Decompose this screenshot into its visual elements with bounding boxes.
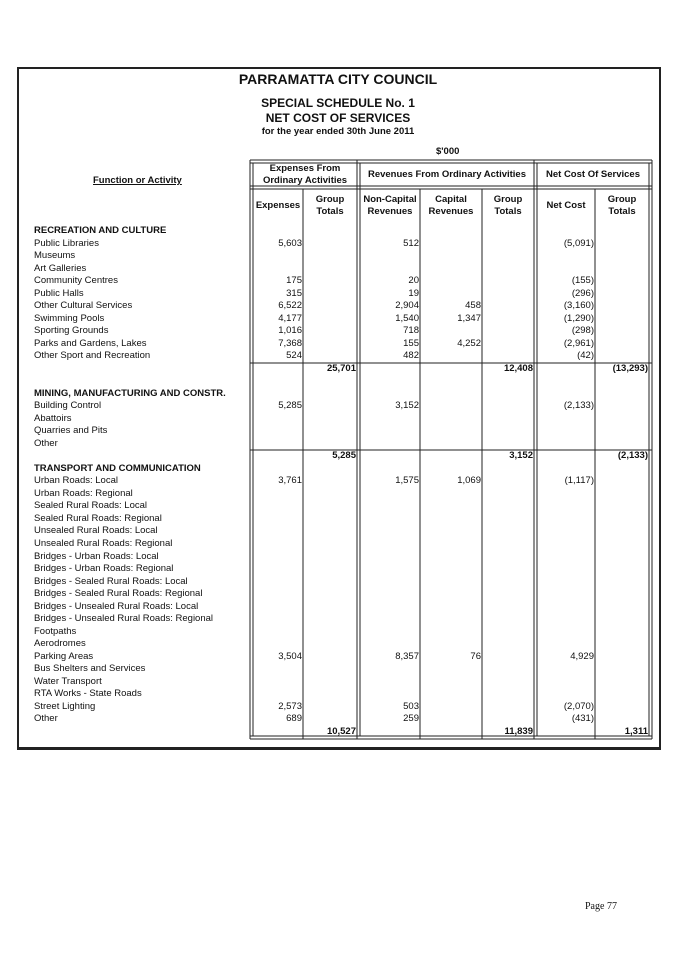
expenses-cell: 3,761 (278, 475, 302, 486)
row-label: Bridges - Unsealed Rural Roads: Local (34, 601, 199, 612)
capital-revenues-header: Capital Revenues (428, 194, 474, 217)
row-label: Street Lighting (34, 701, 96, 712)
row-label: Swimming Pools (34, 313, 105, 324)
page-number: Page 77 (585, 901, 617, 912)
net-cost-cell: (3,160) (563, 300, 594, 311)
net-cost-cell: (2,133) (563, 400, 594, 411)
row-label: Other Cultural Services (34, 300, 133, 311)
section-heading: MINING, MANUFACTURING AND CONSTR. (34, 388, 226, 399)
non-capital-revenue-cell: 1,540 (395, 313, 419, 324)
row-label: Unsealed Rural Roads: Local (34, 525, 158, 536)
expenses-column-header: Expenses (255, 200, 301, 211)
council-title: PARRAMATTA CITY COUNCIL (238, 71, 438, 87)
revenues-group-total-cell: 11,839 (504, 726, 533, 737)
row-label: Sealed Rural Roads: Regional (34, 513, 162, 524)
schedule-subtitle: NET COST OF SERVICES (265, 111, 411, 125)
revenues-group-totals-header: Group Totals (493, 194, 523, 217)
non-capital-revenue-cell: 718 (403, 325, 419, 336)
row-label: Bridges - Urban Roads: Local (34, 551, 159, 562)
net-cost-cell: (1,290) (563, 313, 594, 324)
non-capital-revenue-cell: 155 (403, 338, 419, 349)
expenses-group-total-cell: 25,701 (326, 363, 356, 374)
net-group-total-cell: 1,311 (624, 726, 648, 737)
expenses-cell: 1,016 (278, 325, 302, 336)
net-group-total-cell: (2,133) (617, 450, 648, 461)
row-label: Parks and Gardens, Lakes (34, 338, 147, 349)
revenues-group-total-cell: 12,408 (503, 363, 533, 374)
non-capital-revenue-cell: 259 (403, 713, 419, 724)
net-cost-cell: (5,091) (563, 238, 594, 249)
row-label: Bridges - Urban Roads: Regional (34, 563, 174, 574)
capital-revenue-cell: 4,252 (457, 338, 481, 349)
capital-revenue-cell: 1,347 (457, 313, 481, 324)
expenses-cell: 524 (286, 350, 302, 361)
row-label: RTA Works - State Roads (34, 688, 142, 699)
expenses-group-total-cell: 5,285 (332, 450, 356, 461)
expenses-cell: 5,285 (278, 400, 302, 411)
expenses-group-totals-header: Group Totals (315, 194, 345, 217)
row-label: Bus Shelters and Services (34, 663, 146, 674)
capital-revenue-cell: 76 (470, 651, 481, 662)
expenses-cell: 5,603 (278, 238, 302, 249)
expenses-cell: 2,573 (278, 701, 302, 712)
expenses-cell: 6,522 (278, 300, 302, 311)
net-group-total-cell: (13,293) (612, 363, 648, 374)
expenses-cell: 3,504 (278, 651, 302, 662)
row-label: Footpaths (34, 626, 77, 637)
row-label: Sealed Rural Roads: Local (34, 500, 148, 511)
non-capital-revenue-cell: 8,357 (395, 651, 419, 662)
row-label: Museums (34, 250, 76, 261)
row-label: Water Transport (34, 676, 102, 687)
net-cost-cell: (42) (577, 350, 594, 361)
net-cost-cell: 4,929 (570, 651, 594, 662)
net-cost-group-header: Net Cost Of Services (546, 168, 640, 180)
row-label: Urban Roads: Local (34, 475, 118, 486)
function-column-header: Function or Activity (93, 175, 182, 186)
net-cost-cell: (431) (571, 713, 594, 724)
row-label: Bridges - Unsealed Rural Roads: Regional (34, 613, 214, 624)
row-label: Bridges - Sealed Rural Roads: Regional (34, 588, 203, 599)
period-caption: for the year ended 30th June 2011 (261, 126, 415, 137)
net-cost-cell: (298) (571, 325, 594, 336)
row-label: Public Halls (34, 288, 84, 299)
row-label: Aerodromes (34, 638, 86, 649)
schedule-title: SPECIAL SCHEDULE No. 1 (261, 96, 415, 110)
non-capital-revenue-cell: 3,152 (395, 400, 419, 411)
unit-label: $'000 (436, 146, 460, 157)
non-capital-revenue-cell: 19 (408, 288, 419, 299)
capital-revenue-cell: 458 (465, 300, 481, 311)
row-label: Community Centres (34, 275, 118, 286)
non-capital-revenue-cell: 20 (408, 275, 419, 286)
net-cost-cell: (2,070) (563, 701, 594, 712)
expenses-cell: 315 (286, 288, 302, 299)
non-capital-revenue-cell: 503 (403, 701, 419, 712)
expenses-cell: 4,177 (278, 313, 302, 324)
net-cost-cell: (2,961) (563, 338, 594, 349)
expenses-cell: 175 (286, 275, 302, 286)
non-capital-revenue-cell: 2,904 (395, 300, 419, 311)
non-capital-revenue-cell: 512 (403, 238, 419, 249)
net-cost-cell: (155) (571, 275, 594, 286)
row-label: Other (34, 438, 58, 449)
row-label: Other (34, 713, 58, 724)
expenses-group-total-cell: 10,527 (326, 726, 356, 737)
expenses-group-header: Expenses From Ordinary Activities (262, 162, 348, 186)
row-label: Other Sport and Recreation (34, 350, 151, 361)
non-capital-revenue-cell: 1,575 (395, 475, 419, 486)
row-label: Unsealed Rural Roads: Regional (34, 538, 173, 549)
row-label: Bridges - Sealed Rural Roads: Local (34, 576, 188, 587)
net-cost-cell: (1,117) (564, 475, 594, 486)
row-label: Public Libraries (34, 238, 99, 249)
revenues-group-header: Revenues From Ordinary Activities (367, 168, 527, 180)
expenses-cell: 7,368 (278, 338, 302, 349)
revenues-group-total-cell: 3,152 (509, 450, 533, 461)
non-capital-revenue-cell: 482 (403, 350, 419, 361)
row-label: Building Control (34, 400, 102, 411)
non-capital-revenues-header: Non-Capital Revenues (363, 194, 417, 217)
row-label: Sporting Grounds (34, 325, 109, 336)
net-cost-column-header: Net Cost (546, 200, 586, 211)
row-label: Quarries and Pits (34, 425, 108, 436)
row-label: Urban Roads: Regional (34, 488, 133, 499)
section-heading: RECREATION AND CULTURE (34, 225, 167, 236)
section-heading: TRANSPORT AND COMMUNICATION (34, 463, 201, 474)
row-label: Parking Areas (34, 651, 94, 662)
expenses-cell: 689 (286, 713, 302, 724)
net-cost-cell: (296) (571, 288, 594, 299)
row-label: Abattoirs (34, 413, 72, 424)
capital-revenue-cell: 1,069 (457, 475, 481, 486)
net-group-totals-header: Group Totals (607, 194, 637, 217)
row-label: Art Galleries (34, 263, 87, 274)
